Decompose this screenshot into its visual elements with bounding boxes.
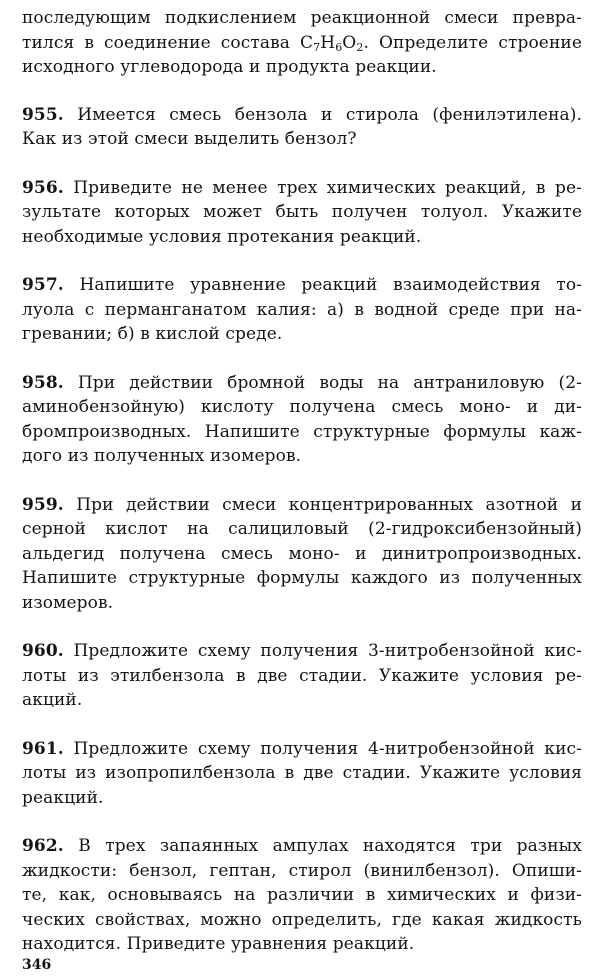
formula-element: O xyxy=(342,32,357,53)
problem-961 xyxy=(22,737,582,811)
text-line: ческих свойствах, можно определить, где какая жидкость xyxy=(22,909,582,930)
chemical-formula xyxy=(300,33,363,53)
text-line: альдегид получена смесь моно- и динитропроизводных. xyxy=(22,543,582,564)
text-line: лоты из этилбензола в две стадии. Укажите условия ре- xyxy=(22,665,582,686)
problem-number: 961. xyxy=(22,738,64,759)
problem-956 xyxy=(22,176,582,250)
text-line: находится. Приведите уравнения реакций. xyxy=(22,934,415,954)
problem-955 xyxy=(22,103,582,152)
text-line: Как из этой смеси выделить бензол? xyxy=(22,129,357,149)
text-line xyxy=(22,273,582,298)
problem-number: 955. xyxy=(22,104,64,125)
text-fragment: Имеется смесь бензола и стирола (фенилэтилена). xyxy=(63,104,582,125)
text-line xyxy=(22,371,582,396)
text-fragment: Предложите схему получения 3-нитробензойной кис- xyxy=(63,641,582,661)
problem-957 xyxy=(22,273,582,347)
problem-number: 962. xyxy=(22,836,64,856)
text-line xyxy=(22,31,582,56)
formula-subscript: 6 xyxy=(335,40,343,54)
problem-number: 956. xyxy=(22,177,64,198)
text-line: необходимые условия протекания реакций. xyxy=(22,226,422,247)
text-line: Напишите структурные формулы каждого из полученных xyxy=(22,568,582,588)
problem-number: 957. xyxy=(22,275,64,295)
text-line xyxy=(22,103,582,128)
problem-962 xyxy=(22,834,582,957)
text-line: жидкости: бензол, гептан, стирол (винилбензол). Опиши- xyxy=(22,860,582,881)
text-fragment: Предложите схему получения 4-нитробензойной кис- xyxy=(63,738,582,759)
problem-958 xyxy=(22,371,582,469)
text-line xyxy=(22,639,582,664)
text-line xyxy=(22,493,582,518)
problem-number: 960. xyxy=(22,641,64,661)
text-line: луола с перманганатом калия: а) в водной среде при на- xyxy=(22,299,582,320)
text-line xyxy=(22,176,582,201)
text-line: зультате которых может быть получен толуол. Укажите xyxy=(22,202,582,222)
text-line: гревании; б) в кислой среде. xyxy=(22,324,283,344)
text-line: реакций. xyxy=(22,787,104,808)
text-line xyxy=(22,834,582,859)
problem-number: 958. xyxy=(22,372,64,393)
text-line: акций. xyxy=(22,690,83,710)
text-line: серной кислот на салициловый (2-гидроксибензойный) xyxy=(22,519,582,539)
text-line: дого из полученных изомеров. xyxy=(22,446,302,466)
text-fragment: При действии смеси концентрированных азотной и xyxy=(63,494,582,515)
text-fragment: тился в соединение состава xyxy=(22,32,301,53)
text-line xyxy=(22,737,582,762)
page-number: 346 xyxy=(22,957,52,973)
intro-continuation xyxy=(22,6,582,80)
text-fragment: При действии бромной воды на антраниловую (2- xyxy=(63,372,582,393)
text-line: лоты из изопропилбензола в две стадии. Укажите условия xyxy=(22,763,582,783)
formula-subscript: 7 xyxy=(313,40,321,54)
text-fragment: В трех запаянных ампулах находятся три разных xyxy=(63,836,582,856)
text-line: те, как, основываясь на различии в химических и физи- xyxy=(22,885,582,905)
problem-959 xyxy=(22,493,582,616)
text-fragment: Приведите не менее трех химических реакций, в ре- xyxy=(63,177,582,198)
text-fragment: Напишите уравнение реакций взаимодействия то- xyxy=(63,275,582,295)
text-line: аминобензойную) кислоту получена смесь моно- и ди- xyxy=(22,397,582,417)
text-line: исходного углеводорода и продукта реакции. xyxy=(22,57,437,77)
text-fragment: . Определите строение xyxy=(363,32,582,53)
text-line: бромпроизводных. Напишите структурные формулы каж- xyxy=(22,421,582,442)
problem-960 xyxy=(22,639,582,713)
problem-number: 959. xyxy=(22,494,64,515)
formula-element: C xyxy=(300,32,314,53)
text-line: последующим подкислением реакционной смеси превра- xyxy=(22,8,582,28)
formula-subscript: 2 xyxy=(356,40,364,54)
text-line: изомеров. xyxy=(22,592,114,613)
formula-element: H xyxy=(320,32,336,53)
